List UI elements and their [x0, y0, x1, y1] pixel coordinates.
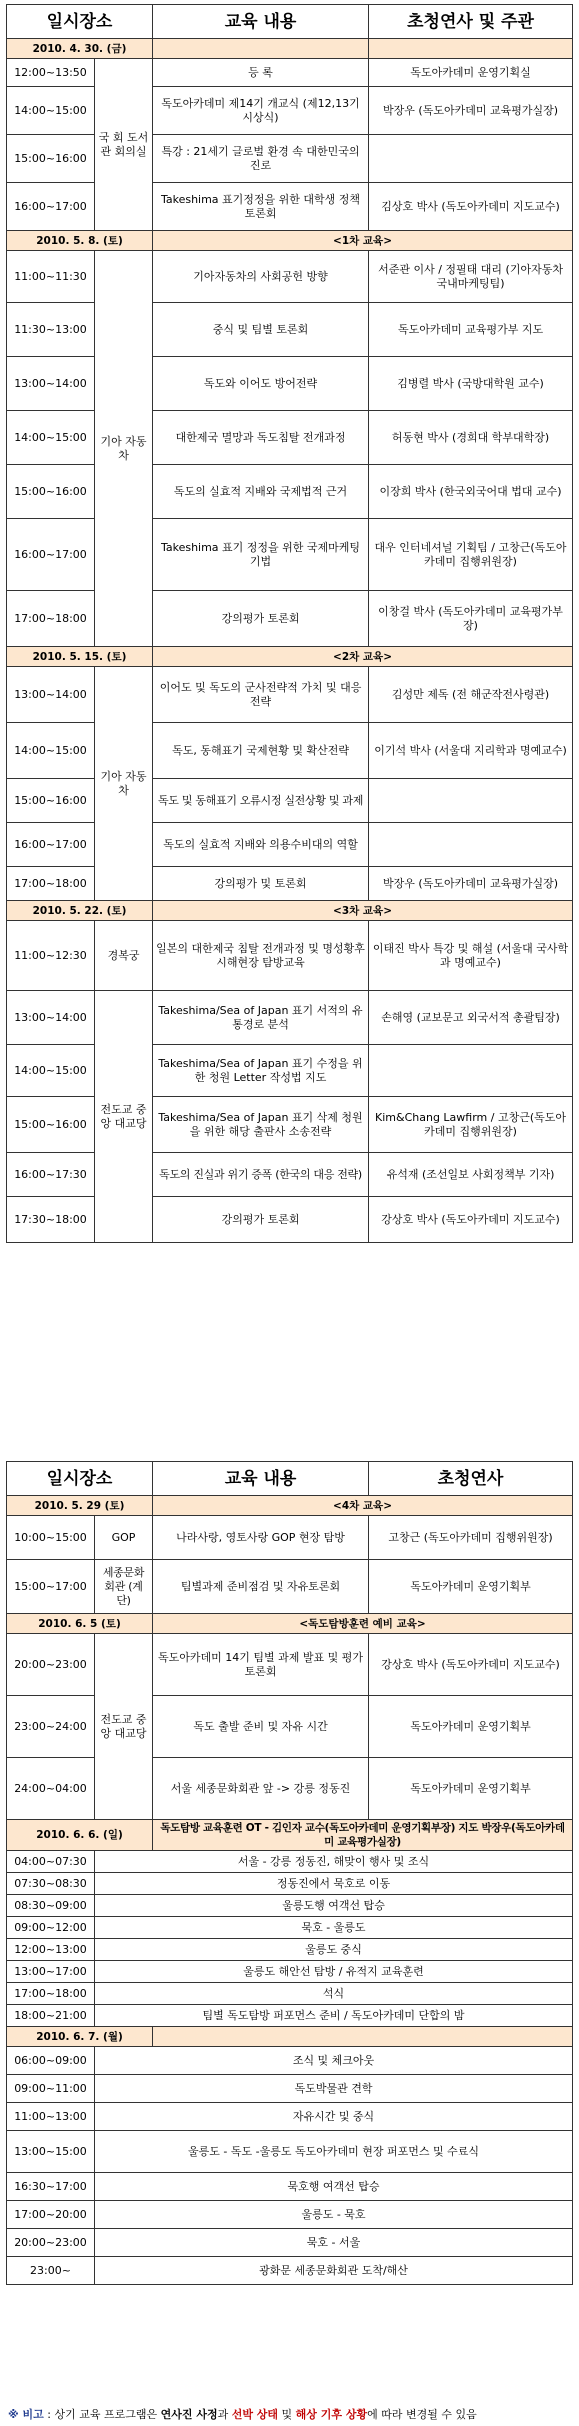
table-row: [7, 1516, 573, 1560]
speaker-cell: 이장희 박사 (한국외국어대 법대 교수): [369, 465, 573, 519]
speaker-cell: 이창걸 박사 (독도아카데미 교육평가부장): [369, 591, 573, 647]
date-label: 2010. 4. 30. (금): [7, 39, 153, 59]
table-row: [7, 2047, 573, 2075]
speaker-cell: 손해영 (교보문고 외국서적 총괄팀장): [369, 991, 573, 1045]
speaker-cell: Kim&Chang Lawfirm / 고창근(독도아카데미 집행위원장): [369, 1097, 573, 1153]
time-cell: 09:00~11:00: [7, 2075, 95, 2103]
table-row: [7, 2173, 573, 2201]
session-label: <4차 교육>: [153, 1496, 573, 1516]
content-cell: 정동진에서 묵호로 이동: [95, 1873, 573, 1895]
place-cell: 세종문화회관 (계단): [95, 1560, 153, 1614]
content-cell: 울릉도 중식: [95, 1939, 573, 1961]
speaker-cell: 대우 인터네셔널 기획팀 / 고창근(독도아카데미 집행위원장): [369, 519, 573, 591]
content-cell: 독도, 동해표기 국제현황 및 확산전략: [153, 723, 369, 779]
time-cell: 17:00~20:00: [7, 2201, 95, 2229]
place-cell: 경복궁: [95, 921, 153, 991]
date-label: 2010. 5. 8. (토): [7, 231, 153, 251]
speaker-cell: 독도아카데미 운영기획실: [369, 59, 573, 87]
content-cell: Takeshima/Sea of Japan 표기 서적의 유통경로 분석: [153, 991, 369, 1045]
time-cell: 15:00~16:00: [7, 1097, 95, 1153]
date-label: 2010. 5. 22. (토): [7, 901, 153, 921]
content-cell: 독도 출발 준비 및 자유 시간: [153, 1696, 369, 1758]
speaker-cell: 유석재 (조선일보 사회정책부 기자): [369, 1153, 573, 1197]
speaker-cell: 박장우 (독도아카데미 교육평가실장): [369, 87, 573, 135]
content-cell: 팀별과제 준비점검 및 자유토론회: [153, 1560, 369, 1614]
speaker-cell: 강상호 박사 (독도아카데미 지도교수): [369, 1634, 573, 1696]
table-row: [7, 2005, 573, 2027]
time-cell: 07:30~08:30: [7, 1873, 95, 1895]
speaker-cell: 김병렬 박사 (국방대학원 교수): [369, 357, 573, 411]
content-cell: 기아자동차의 사회공헌 방향: [153, 251, 369, 303]
table-row: [7, 1851, 573, 1873]
header-datetime: 일시장소: [7, 5, 153, 39]
footnote: [8, 2406, 477, 2422]
content-cell: 묵호 - 울릉도: [95, 1917, 573, 1939]
schedule-table-2: [6, 1461, 573, 2285]
time-cell: 13:00~17:00: [7, 1961, 95, 1983]
date-row: [7, 901, 573, 921]
time-cell: 16:00~17:00: [7, 519, 95, 591]
time-cell: 17:30~18:00: [7, 1197, 95, 1243]
date-label: 2010. 5. 15. (토): [7, 647, 153, 667]
table-row: [7, 465, 573, 519]
place-cell: 전도교 중앙 대교당: [95, 991, 153, 1243]
content-cell: 독도아카데미 14기 팀별 과제 발표 및 평가토론회: [153, 1634, 369, 1696]
content-cell: 팀별 독도탐방 퍼포먼스 준비 / 독도아카데미 단합의 밤: [95, 2005, 573, 2027]
content-cell: 독도아카데미 제14기 개교식 (제12,13기 시상식): [153, 87, 369, 135]
header-speaker: 초청연사 및 주관: [369, 5, 573, 39]
time-cell: 12:00~13:00: [7, 1939, 95, 1961]
content-cell: 서울 - 강릉 정동진, 해맞이 행사 및 조식: [95, 1851, 573, 1873]
content-cell: Takeshima/Sea of Japan 표기 수정을 위한 청원 Letter 작성법 지도: [153, 1045, 369, 1097]
content-cell: 울릉도 - 묵호: [95, 2201, 573, 2229]
time-cell: 16:00~17:00: [7, 183, 95, 231]
time-cell: 17:00~18:00: [7, 591, 95, 647]
table-row: [7, 2229, 573, 2257]
time-cell: 24:00~04:00: [7, 1758, 95, 1820]
place-cell: 기아 자동차: [95, 667, 153, 901]
time-cell: 08:30~09:00: [7, 1895, 95, 1917]
speaker-cell: [369, 135, 573, 183]
time-cell: 14:00~15:00: [7, 87, 95, 135]
time-cell: 16:00~17:00: [7, 823, 95, 867]
table-row: [7, 779, 573, 823]
content-cell: 울릉도 해안선 탐방 / 유적지 교육훈련: [95, 1961, 573, 1983]
content-cell: 강의평가 토론회: [153, 591, 369, 647]
note-text: : 상기 교육 프로그램은: [43, 2408, 161, 2421]
table-row: [7, 1045, 573, 1097]
note-mark: ※ 비고: [8, 2408, 44, 2421]
date-label: 2010. 6. 7. (월): [7, 2027, 153, 2047]
table-row: [7, 1961, 573, 1983]
content-cell: 이어도 및 독도의 군사전략적 가치 및 대응전략: [153, 667, 369, 723]
time-cell: 16:30~17:00: [7, 2173, 95, 2201]
header-content: 교육 내용: [153, 1462, 369, 1496]
note-highlight: 해상 기후 상황: [295, 2408, 368, 2421]
time-cell: 17:00~18:00: [7, 867, 95, 901]
place-cell: 국 회 도서관 회의실: [95, 59, 153, 231]
table-row: [7, 411, 573, 465]
date-label: 2010. 5. 29 (토): [7, 1496, 153, 1516]
table-row: [7, 2257, 573, 2285]
table-row: [7, 1939, 573, 1961]
session-label: <2차 교육>: [153, 647, 573, 667]
place-cell: 전도교 중앙 대교당: [95, 1634, 153, 1820]
time-cell: 11:00~11:30: [7, 251, 95, 303]
time-cell: 15:00~16:00: [7, 135, 95, 183]
time-cell: 10:00~15:00: [7, 1516, 95, 1560]
content-cell: 광화문 세종문화회관 도착/해산: [95, 2257, 573, 2285]
table-row: [7, 591, 573, 647]
content-cell: Takeshima 표기 정정을 위한 국제마케팅 기법: [153, 519, 369, 591]
content-cell: 석식: [95, 1983, 573, 2005]
session-label: <독도탐방훈련 예비 교육>: [153, 1614, 573, 1634]
time-cell: 16:00~17:30: [7, 1153, 95, 1197]
table-row: [7, 1097, 573, 1153]
session-label: <1차 교육>: [153, 231, 573, 251]
table-row: [7, 2131, 573, 2173]
date-row: [7, 1496, 573, 1516]
header-speaker: 초청연사: [369, 1462, 573, 1496]
content-cell: 울릉도 - 독도 -울릉도 독도아카데미 현장 퍼포먼스 및 수료식: [95, 2131, 573, 2173]
table-row: [7, 1153, 573, 1197]
content-cell: 서울 세종문화회관 앞 -> 강릉 정동진: [153, 1758, 369, 1820]
content-cell: 독도와 이어도 방어전략: [153, 357, 369, 411]
note-highlight: 선박 상태: [231, 2408, 279, 2421]
note-emphasis: 연사진 사정: [160, 2408, 218, 2421]
note-text: 및: [278, 2408, 296, 2421]
time-cell: 11:00~12:30: [7, 921, 95, 991]
time-cell: 06:00~09:00: [7, 2047, 95, 2075]
table-row: [7, 1895, 573, 1917]
table-row: [7, 1696, 573, 1758]
time-cell: 11:30~13:00: [7, 303, 95, 357]
content-cell: Takeshima 표기정정을 위한 대학생 정책토론회: [153, 183, 369, 231]
speaker-cell: 강상호 박사 (독도아카데미 지도교수): [369, 1197, 573, 1243]
place-cell: 기아 자동차: [95, 251, 153, 647]
table-row: [7, 1917, 573, 1939]
time-cell: 13:00~14:00: [7, 357, 95, 411]
time-cell: 17:00~18:00: [7, 1983, 95, 2005]
content-cell: 일본의 대한제국 침탈 전개과정 및 명성황후 시해현장 탐방교육: [153, 921, 369, 991]
time-cell: 23:00~: [7, 2257, 95, 2285]
content-cell: 등 록: [153, 59, 369, 87]
time-cell: 20:00~23:00: [7, 2229, 95, 2257]
content-cell: 특강 : 21세기 글로벌 환경 속 대한민국의 진로: [153, 135, 369, 183]
table-row: [7, 867, 573, 901]
table-row: [7, 2075, 573, 2103]
place-cell: GOP: [95, 1516, 153, 1560]
content-cell: 독도의 실효적 지배와 국제법적 근거: [153, 465, 369, 519]
date-row: [7, 1820, 573, 1851]
table-row: [7, 667, 573, 723]
speaker-cell: 이태진 박사 특강 및 해설 (서울대 국사학과 명예교수): [369, 921, 573, 991]
speaker-cell: [369, 1045, 573, 1097]
table-row: [7, 87, 573, 135]
table-row: [7, 991, 573, 1045]
date-label: 2010. 6. 6. (일): [7, 1820, 153, 1851]
time-cell: 13:00~14:00: [7, 667, 95, 723]
speaker-cell: 김성만 제독 (전 해군작전사령관): [369, 667, 573, 723]
table-row: [7, 723, 573, 779]
header-content: 교육 내용: [153, 5, 369, 39]
table-header: [7, 1462, 573, 1496]
speaker-cell: 박장우 (독도아카데미 교육평가실장): [369, 867, 573, 901]
table-row: [7, 1873, 573, 1895]
content-cell: Takeshima/Sea of Japan 표기 삭제 청원을 위한 해당 출판사 소송전략: [153, 1097, 369, 1153]
content-cell: 중식 및 팀별 토론회: [153, 303, 369, 357]
table-row: [7, 357, 573, 411]
table-row: [7, 1197, 573, 1243]
speaker-cell: 서준관 이사 / 정필태 대리 (기아자동차 국내마케팅팀): [369, 251, 573, 303]
time-cell: 15:00~17:00: [7, 1560, 95, 1614]
time-cell: 13:00~15:00: [7, 2131, 95, 2173]
table-row: [7, 1634, 573, 1696]
time-cell: 12:00~13:50: [7, 59, 95, 87]
time-cell: 14:00~15:00: [7, 1045, 95, 1097]
table-row: [7, 1983, 573, 2005]
time-cell: 04:00~07:30: [7, 1851, 95, 1873]
content-cell: 조식 및 체크아웃: [95, 2047, 573, 2075]
speaker-cell: 김상호 박사 (독도아카데미 지도교수): [369, 183, 573, 231]
content-cell: 묵호 - 서울: [95, 2229, 573, 2257]
speaker-cell: 독도아카데미 교육평가부 지도: [369, 303, 573, 357]
time-cell: 09:00~12:00: [7, 1917, 95, 1939]
speaker-cell: 독도아카데미 운영기획부: [369, 1696, 573, 1758]
speaker-cell: 독도아카데미 운영기획부: [369, 1560, 573, 1614]
time-cell: 11:00~13:00: [7, 2103, 95, 2131]
speaker-cell: [369, 779, 573, 823]
table-row: [7, 303, 573, 357]
content-cell: 독도의 실효적 지배와 의용수비대의 역할: [153, 823, 369, 867]
content-cell: 강의평가 및 토론회: [153, 867, 369, 901]
time-cell: 15:00~16:00: [7, 779, 95, 823]
speaker-cell: 이기석 박사 (서울대 지리학과 명예교수): [369, 723, 573, 779]
time-cell: 14:00~15:00: [7, 723, 95, 779]
header-datetime: 일시장소: [7, 1462, 153, 1496]
table-row: [7, 251, 573, 303]
table-row: [7, 921, 573, 991]
note-text: 에 따라 변경될 수 있음: [367, 2408, 477, 2421]
time-cell: 15:00~16:00: [7, 465, 95, 519]
speaker-cell: 고창근 (독도아카데미 집행위원장): [369, 1516, 573, 1560]
time-cell: 18:00~21:00: [7, 2005, 95, 2027]
date-label: 2010. 6. 5 (토): [7, 1614, 153, 1634]
content-cell: 독도의 진실과 위기 증폭 (한국의 대응 전략): [153, 1153, 369, 1197]
session-label: 독도탐방 교육훈련 OT - 김인자 교수(독도아카데미 운영기획부장) 지도 박장우(독도아카데미 교육평가실장): [153, 1820, 573, 1851]
table-row: [7, 183, 573, 231]
time-cell: 14:00~15:00: [7, 411, 95, 465]
table-row: [7, 823, 573, 867]
table-row: [7, 2201, 573, 2229]
table-row: [7, 59, 573, 87]
speaker-cell: 허동현 박사 (경희대 학부대학장): [369, 411, 573, 465]
date-row: [7, 2027, 573, 2047]
content-cell: 묵호행 여객선 탑승: [95, 2173, 573, 2201]
schedule-table-1: [6, 4, 573, 1243]
content-cell: 독도박물관 견학: [95, 2075, 573, 2103]
content-cell: 나라사랑, 영토사랑 GOP 현장 탐방: [153, 1516, 369, 1560]
date-row: [7, 1614, 573, 1634]
table-row: [7, 135, 573, 183]
table-row: [7, 2103, 573, 2131]
session-label: <3차 교육>: [153, 901, 573, 921]
note-text: 과: [217, 2408, 232, 2421]
table-row: [7, 1758, 573, 1820]
table-row: [7, 519, 573, 591]
content-cell: 강의평가 토론회: [153, 1197, 369, 1243]
content-cell: 자유시간 및 중식: [95, 2103, 573, 2131]
table-row: [7, 1560, 573, 1614]
time-cell: 13:00~14:00: [7, 991, 95, 1045]
speaker-cell: 독도아카데미 운영기획부: [369, 1758, 573, 1820]
date-row: [7, 39, 573, 59]
date-row: [7, 647, 573, 667]
table-header: [7, 5, 573, 39]
content-cell: 독도 및 동해표기 오류시정 실전상황 및 과제: [153, 779, 369, 823]
time-cell: 20:00~23:00: [7, 1634, 95, 1696]
content-cell: 대한제국 멸망과 독도침탈 전개과정: [153, 411, 369, 465]
time-cell: 23:00~24:00: [7, 1696, 95, 1758]
date-row: [7, 231, 573, 251]
content-cell: 울릉도행 여객선 탑승: [95, 1895, 573, 1917]
speaker-cell: [369, 823, 573, 867]
